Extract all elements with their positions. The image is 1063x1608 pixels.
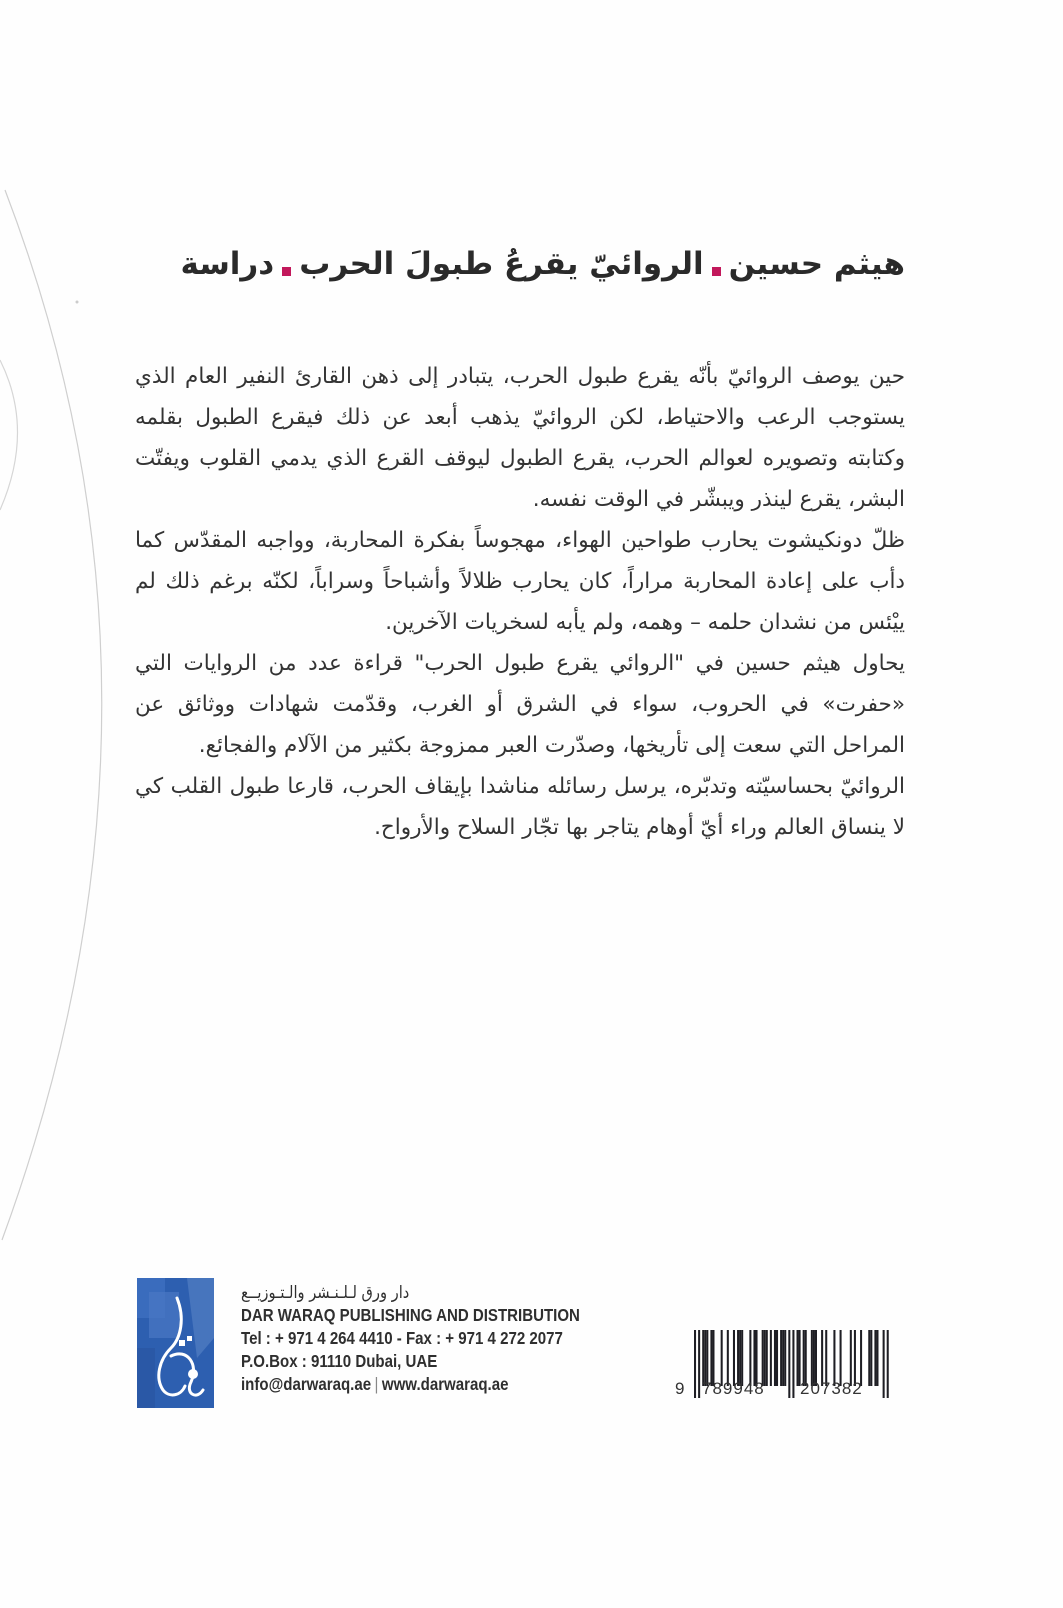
isbn-group-2: 207382 <box>800 1379 863 1398</box>
book-name: الروائيّ يقرعُ طبولَ الحرب <box>299 246 704 282</box>
blurb-paragraph: يحاول هيثم حسين في "الروائي يقرع طبول الحرب" قراءة عدد من الروايات التي «حفرت» في الحروب، سواء في الشرق أو الغرب، وقدّمت شهادات ووثائق عن المراحل التي سعت إلى تأريخها، وصدّرت العبر ممزوجة بكثير من الآلام والفجائع. <box>135 651 905 758</box>
blurb-paragraph: ظلّ دونكيشوت يحارب طواحين الهواء، مهجوساً بفكرة المحاربة، وواجبه المقدّس كما دأب على إعادة المحاربة مراراً، كان يحارب ظلالاً وأشباحاً وسراباً، لكنّه برغم ذلك لم ييْئس من نشدان حلمه – وهمه، ولم يأبه لسخريات الآخرين. <box>135 528 905 635</box>
publisher-pobox: P.O.Box : 91110 Dubai, UAE <box>241 1351 438 1371</box>
waraq-logo-icon <box>137 1278 214 1408</box>
publisher-contact <box>241 1373 580 1396</box>
blurb-paragraph: حين يوصف الروائيّ بأنّه يقرع طبول الحرب، يتبادر إلى ذهن القارئ النفير العام الذي يستوجب الرعب والاحتياط، لكن الروائيّ يذهب أبعد عن ذلك فيقرع الطبول بقلمه وكتابته وتصويره لعوالم الحرب، يقرع الطبول ليوقف القرع الذي يدمي القلوب ويفتّت البشر، يقرع لينذر ويبشّر في الوقت نفسه. <box>135 364 905 512</box>
publisher-name-english: DAR WARAQ PUBLISHING AND DISTRIBUTION <box>241 1305 580 1325</box>
title-separator <box>712 267 721 276</box>
blurb <box>135 356 905 848</box>
publisher-name-arabic: دار ورق لـلـنـشر والـتـوزيــع <box>241 1283 410 1303</box>
publisher-logo <box>137 1278 214 1408</box>
publisher-website: www.darwaraq.ae <box>381 1374 509 1394</box>
blurb-paragraph: الروائيّ بحساسيّته وتدبّره، يرسل رسائله مناشدا بإيقاف الحرب، قارعا طبول القلب كي لا ينساق العالم وراء أيّ أوهام يتاجر بها تجّار السلاح والأرواح. <box>135 774 905 840</box>
title-separator <box>282 267 291 276</box>
divider: | <box>374 1374 379 1394</box>
publisher-email: info@darwaraq.ae <box>241 1374 372 1394</box>
publisher-block <box>137 1278 635 1408</box>
book-title <box>181 246 905 282</box>
isbn-group-1: 789948 <box>702 1379 765 1398</box>
isbn-barcode <box>672 1330 892 1410</box>
publisher-phone-fax: Tel : + 971 4 264 4410 - Fax : + 971 4 272 2077 <box>241 1328 563 1348</box>
isbn-prefix: 9 <box>675 1379 685 1398</box>
book-genre: دراسة <box>180 246 275 282</box>
author-name: هيثم حسين <box>728 246 905 282</box>
publisher-info <box>241 1282 580 1396</box>
